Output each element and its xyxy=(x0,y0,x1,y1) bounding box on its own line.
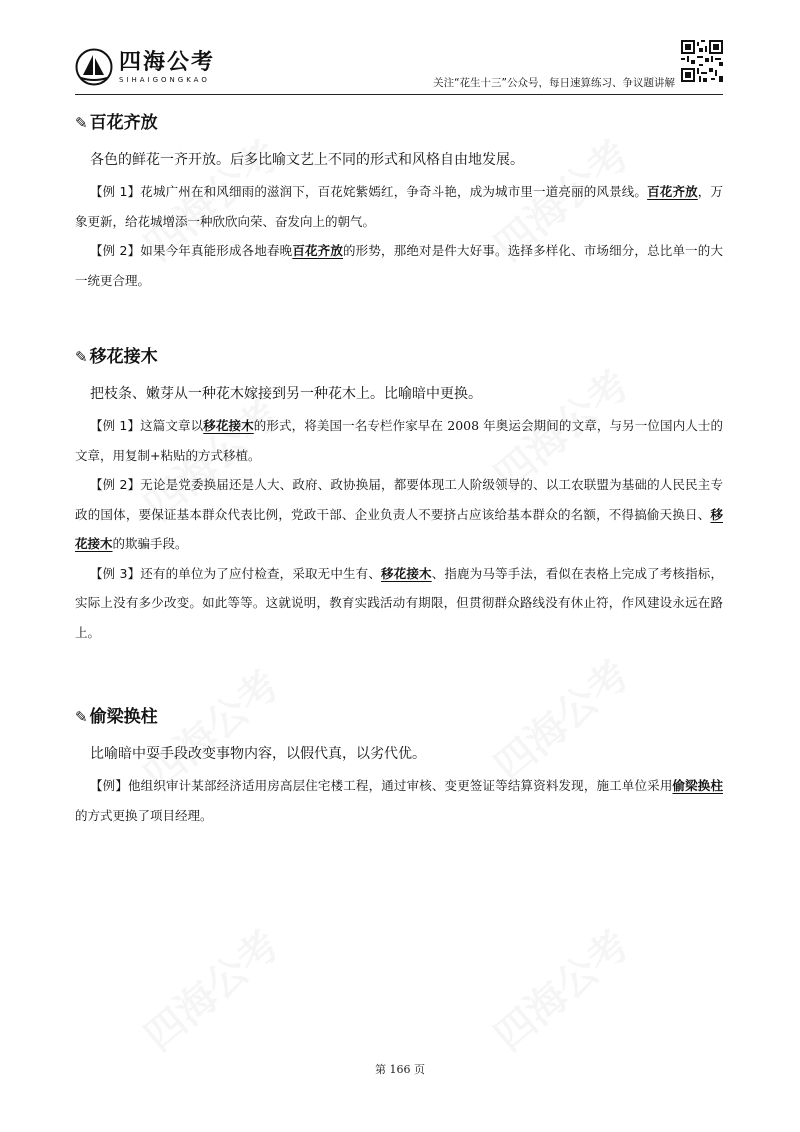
watermark xyxy=(480,915,639,1062)
example-keyword: 移花接木 xyxy=(203,418,254,433)
section-title xyxy=(75,110,723,136)
example-paragraph xyxy=(75,411,723,470)
example-text: 花城广州在和风细雨的滋润下，百花姹紫嫣红，争奇斗艳，成为城市里一道亮丽的风景线。 xyxy=(140,184,648,199)
example-tag: 【例 1】 xyxy=(90,418,141,433)
logo-title: 四海公考 xyxy=(119,49,216,75)
example-keyword: 移花接木 xyxy=(381,565,432,581)
idiom-definition: 各色的鲜花一齐开放。后多比喻文艺上不同的形式和风格自由地发展。 xyxy=(90,152,524,168)
page-header xyxy=(75,40,723,90)
example-keyword: 百花齐放 xyxy=(292,243,344,258)
example-text: 还有的单位为了应付检查，采取无中生有、 xyxy=(140,565,382,581)
section-title xyxy=(75,704,723,730)
example-text: 的欺骗手段。 xyxy=(112,536,188,551)
example-tag: 【例】 xyxy=(90,778,128,793)
example-text: 他组织审计某部经济适用房高层住宅楼工程，通过审核、变更签证等结算资料发现，施工单位采用 xyxy=(128,778,673,793)
example-text: 的方式更换了项目经理。 xyxy=(75,807,213,823)
example-tag: 【例 3】 xyxy=(90,565,141,581)
idiom-title: 偷梁换柱 xyxy=(89,707,158,727)
pencil-icon: ✎ xyxy=(75,708,88,726)
idiom-section xyxy=(75,344,723,647)
example-paragraph xyxy=(75,177,723,236)
example-text: 无论是党委换届还是人大、政府、政协换届，都要体现工人阶级领导的、以工农联盟为基础的人民民主专政的国体，要保证基本群众代表比例，党政干部、企业负责人不要挤占应该给基本群众的名额，不得搞偷天换日、 xyxy=(75,477,723,522)
page-number: 第 166 页 xyxy=(375,1063,425,1076)
idiom-title: 移花接木 xyxy=(89,347,158,367)
header-note: 关注“花生十三”公众号，每日速算练习、争议题讲解 xyxy=(433,77,675,89)
example-tag: 【例 1】 xyxy=(90,184,141,199)
example-paragraph xyxy=(75,236,723,295)
example-paragraph xyxy=(75,470,723,559)
example-keyword: 偷梁换柱 xyxy=(672,778,723,793)
brand-logo xyxy=(75,48,215,86)
section-title xyxy=(75,344,723,370)
idiom-definition: 把枝条、嫩芽从一种花木嫁接到另一种花木上。比喻暗中更换。 xyxy=(90,386,482,402)
example-text: 如果今年真能形成各地春晚 xyxy=(140,243,293,258)
idiom-section xyxy=(75,110,723,295)
example-keyword: 移花接木 xyxy=(75,506,723,551)
pencil-icon: ✎ xyxy=(75,348,88,366)
logo-subtitle: SIHAIGONGKAO xyxy=(119,75,210,84)
example-text: 这篇文章以 xyxy=(140,418,204,433)
example-text: 的形式，将美国一名专栏作家早在 2008 年奥运会期间的文章，与另一位国内人士的文章，用复制+粘贴的方式移植。 xyxy=(75,418,723,463)
header-divider xyxy=(75,94,723,95)
idiom-section xyxy=(75,704,723,830)
example-tag: 【例 2】 xyxy=(90,477,141,492)
idiom-title: 百花齐放 xyxy=(89,113,158,133)
example-text: 的形势，那绝对是件大好事。选择多样化、市场细分，总比单一的大一统更合理。 xyxy=(75,243,723,288)
example-text: ，万象更新，给花城增添一种欣欣向荣、奋发向上的朝气。 xyxy=(75,184,723,229)
idiom-definition: 比喻暗中耍手段改变事物内容，以假代真，以劣代优。 xyxy=(90,746,426,762)
example-paragraph xyxy=(75,771,723,830)
pencil-icon: ✎ xyxy=(75,114,88,132)
qr-code-icon xyxy=(681,40,723,82)
sailboat-logo-icon xyxy=(75,48,113,86)
example-text: 、指鹿为马等手法，看似在表格上完成了考核指标，实际上没有多少改变。如此等等。这就说明，教育实践活动有期限，但贯彻群众路线没有休止符，作风建设永远在路上。 xyxy=(75,565,723,640)
watermark xyxy=(130,915,289,1062)
example-tag: 【例 2】 xyxy=(90,243,141,258)
example-paragraph xyxy=(75,559,723,648)
example-keyword: 百花齐放 xyxy=(647,184,698,199)
